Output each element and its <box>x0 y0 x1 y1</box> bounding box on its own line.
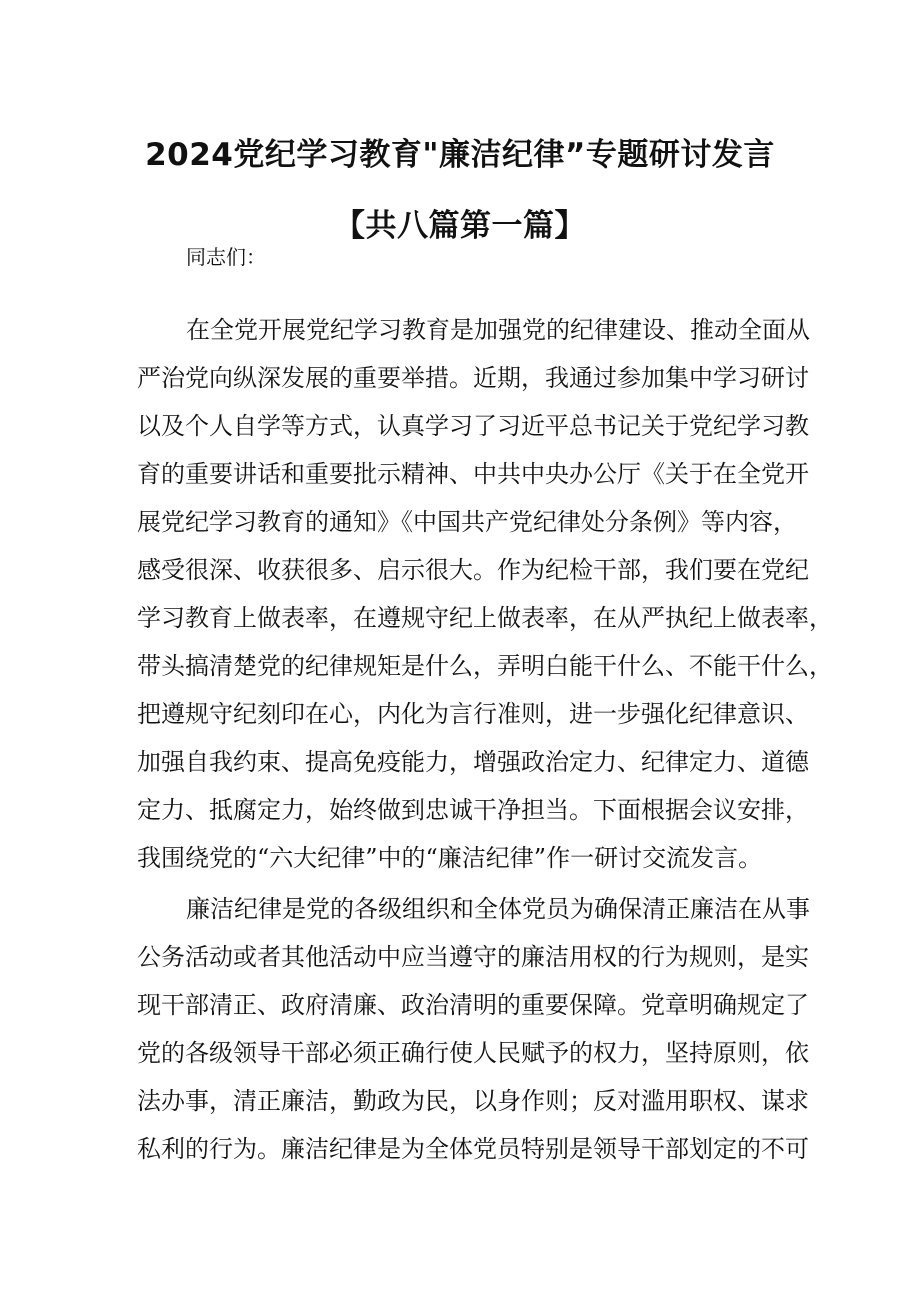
paragraph-line: 把遵规守纪刻印在心，内化为言行准则，进一步强化纪律意识、 <box>137 700 809 728</box>
paragraph-line: 带头搞清楚党的纪律规矩是什么，弄明白能干什么、不能干什么， <box>137 652 833 680</box>
paragraph-line: 学习教育上做表率，在遵规守纪上做表率，在从严执纪上做表率， <box>137 604 833 632</box>
paragraph-line: 在全党开展党纪学习教育是加强党的纪律建设、推动全面从 <box>186 316 810 344</box>
paragraph-line: 廉洁纪律是党的各级组织和全体党员为确保清正廉洁在从事 <box>186 895 810 923</box>
paragraph-line: 现干部清正、政府清廉、政治清明的重要保障。党章明确规定了 <box>137 991 809 1019</box>
paragraph-line: 党的各级领导干部必须正确行使人民赋予的权力，坚持原则，依 <box>137 1039 809 1067</box>
paragraph-line: 定力、抵腐定力，始终做到忠诚干净担当。下面根据会议安排， <box>137 796 809 824</box>
paragraph-line: 私利的行为。廉洁纪律是为全体党员特别是领导干部划定的不可 <box>137 1135 809 1163</box>
paragraph-line: 感受很深、收获很多、启示很大。作为纪检干部，我们要在党纪 <box>137 556 809 584</box>
greeting: 同志们： <box>186 245 266 269</box>
paragraph-line: 加强自我约束、提高免疫能力，增强政治定力、纪律定力、道德 <box>137 748 809 776</box>
paragraph-line: 公务活动或者其他活动中应当遵守的廉洁用权的行为规则，是实 <box>137 943 809 971</box>
paragraph-line: 法办事，清正廉洁，勤政为民，以身作则；反对滥用职权、谋求 <box>137 1087 809 1115</box>
paragraph-line: 严治党向纵深发展的重要举措。近期，我通过参加集中学习研讨 <box>137 364 809 392</box>
paragraph-line: 我围绕党的“六大纪律”中的“廉洁纪律”作一研讨交流发言。 <box>137 844 763 872</box>
paragraph-line: 以及个人自学等方式，认真学习了习近平总书记关于党纪学习教 <box>137 412 809 440</box>
paragraph-line: 育的重要讲话和重要批示精神、中共中央办公厅《关于在全党开 <box>137 460 809 488</box>
paragraph-line: 展党纪学习教育的通知》《中国共产党纪律处分条例》等内容， <box>137 508 797 536</box>
document-subtitle: 【共八篇第一篇】 <box>334 208 586 244</box>
document-title: 2024党纪学习教育"廉洁纪律”专题研讨发言 <box>145 137 775 173</box>
